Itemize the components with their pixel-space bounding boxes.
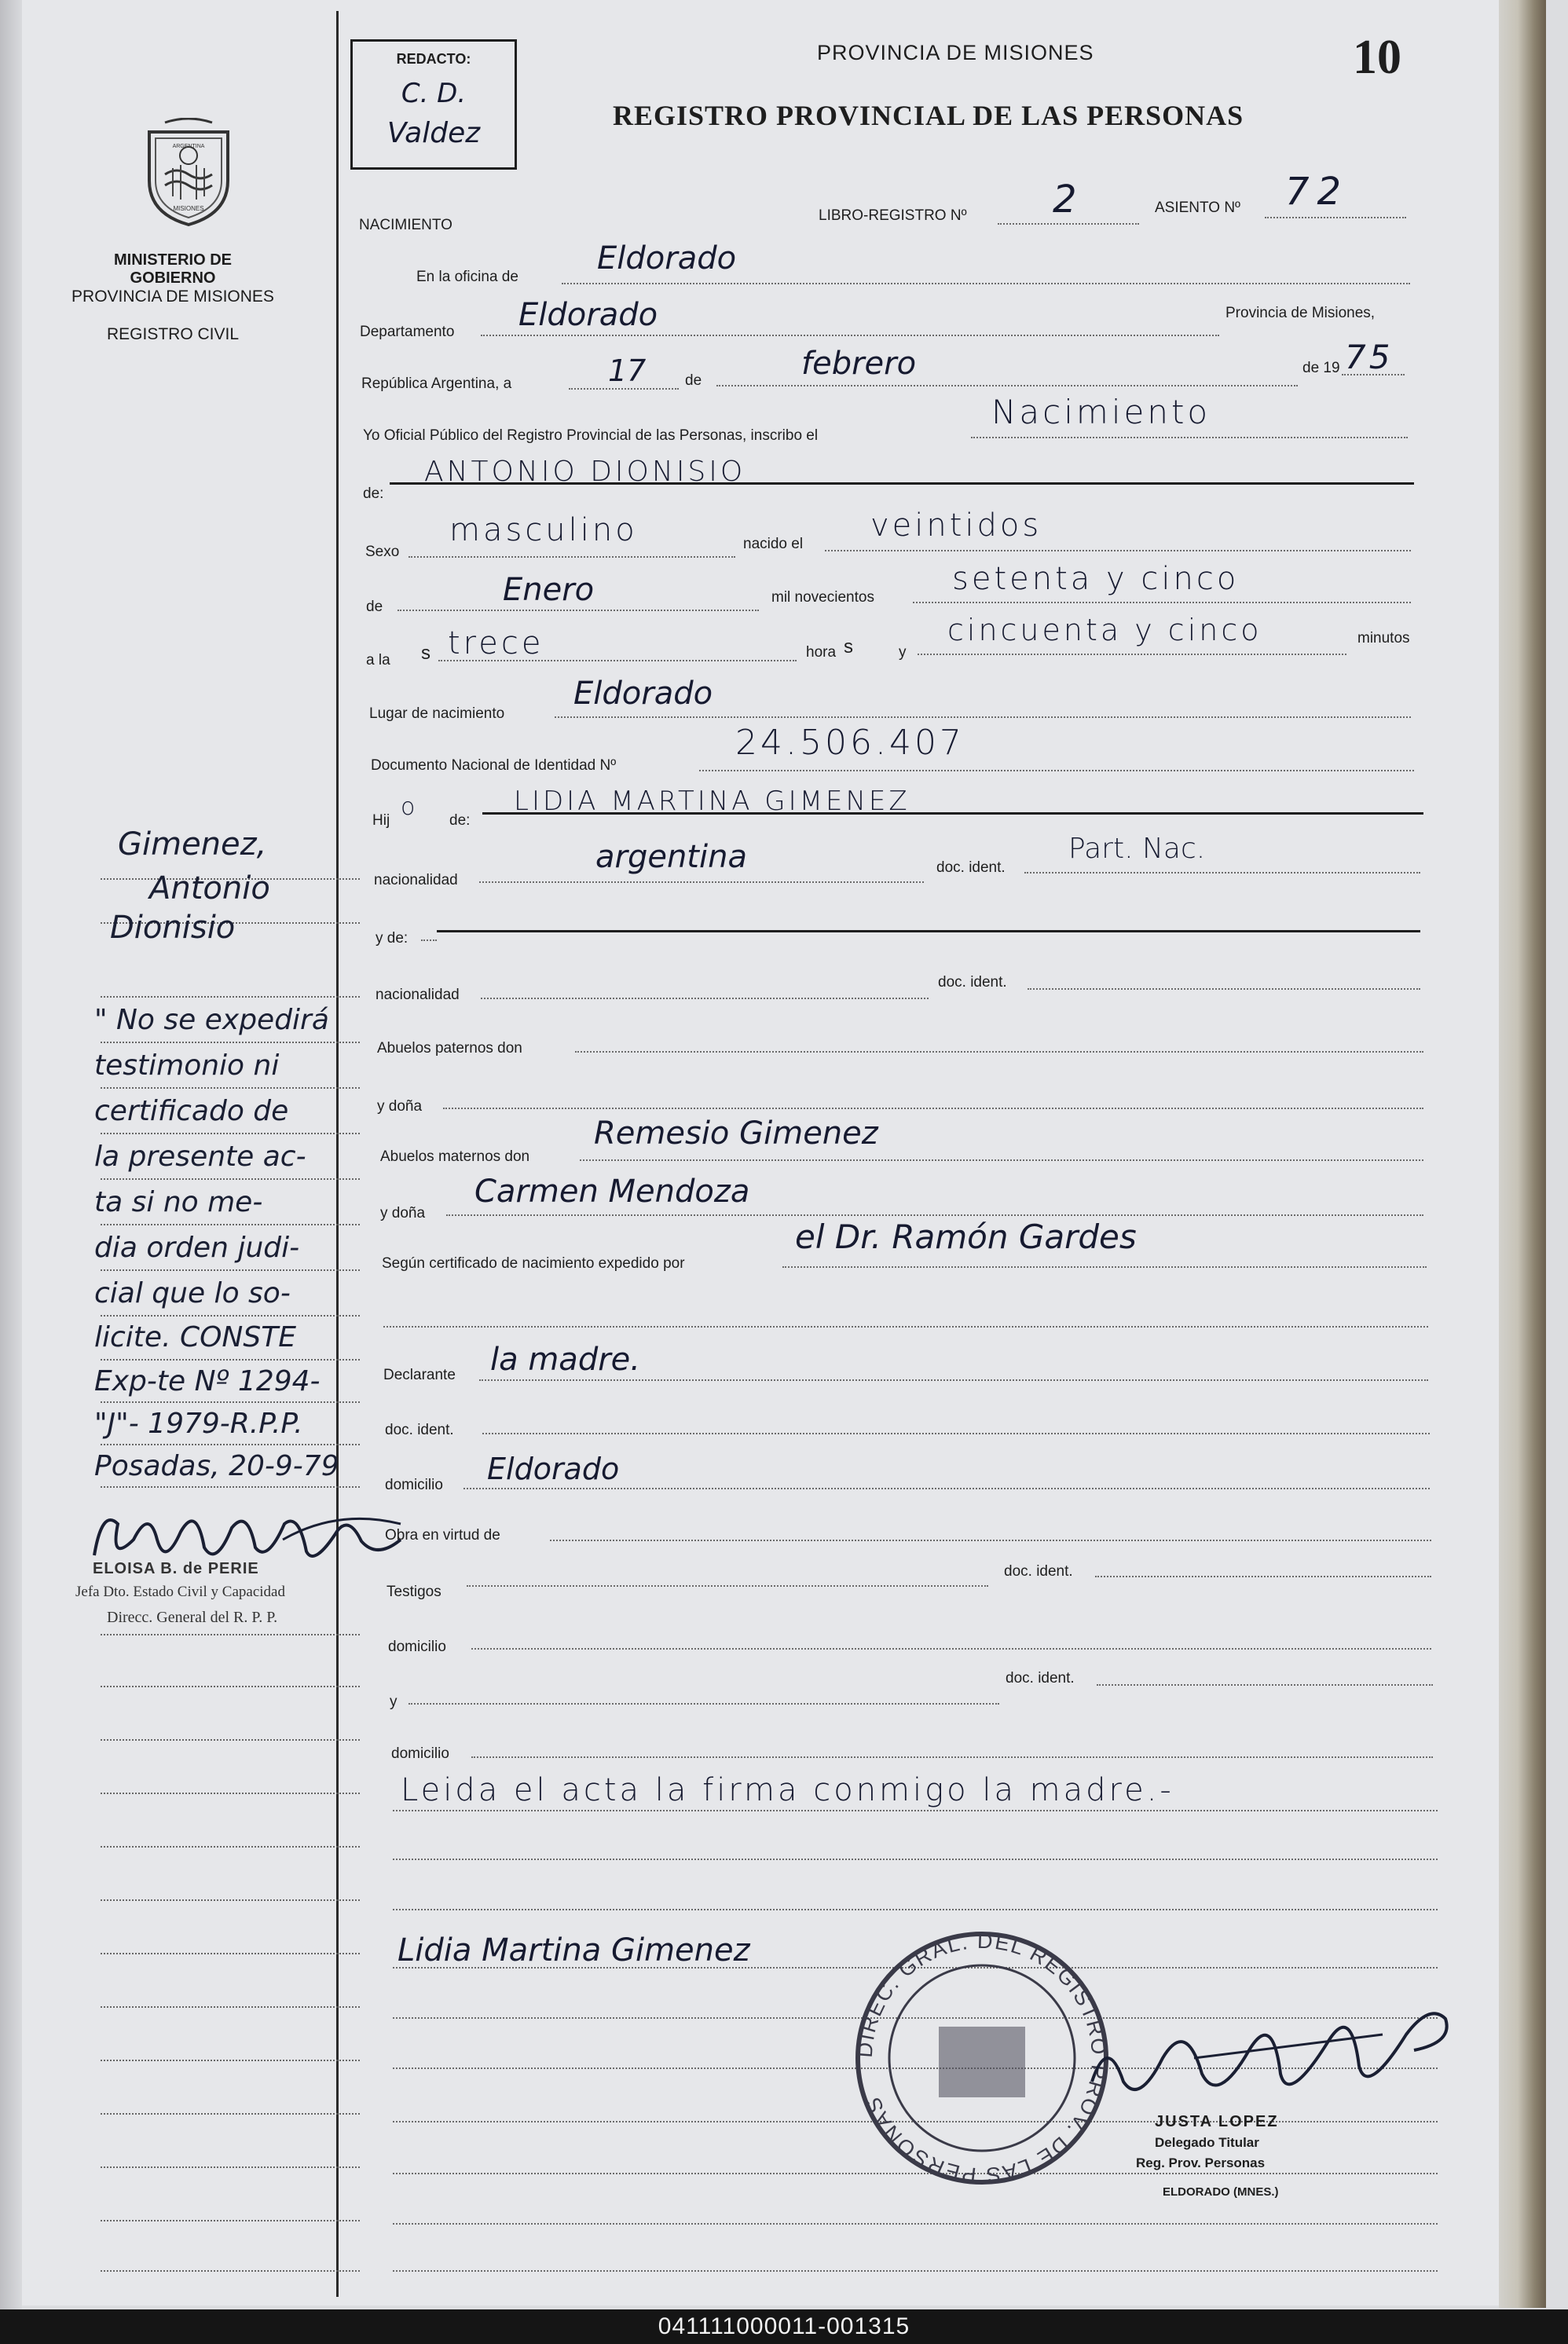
marginal-note-line: testimonio ni (94, 1049, 280, 1082)
marginal-note-line: dia orden judi- (94, 1232, 300, 1264)
closing-rule-line (393, 1859, 1438, 1860)
dni-label: Documento Nacional de Identidad Nº (371, 757, 617, 774)
marginal-note-line: licite. CONSTE (94, 1321, 296, 1353)
hora-y-label: y (899, 644, 907, 661)
marginal-note-line: certificado de (94, 1095, 289, 1127)
closing-rule-line (393, 2270, 1438, 2272)
left-rule-line (101, 2166, 360, 2168)
abuelo-materno-value: Remesio Gimenez (594, 1115, 878, 1152)
mes-line (716, 385, 1298, 386)
left-rule-line (101, 1087, 360, 1089)
mil-label: mil novecientos (771, 589, 874, 606)
certificado-line2 (383, 1326, 1428, 1328)
padre-dots (421, 939, 437, 941)
left-rule-line (101, 1315, 360, 1317)
record-type-label: NACIMIENTO (359, 217, 452, 233)
marginal-note-line: " No se expedirá (94, 1004, 329, 1036)
testigo2-line (408, 1703, 999, 1705)
left-rule-line (101, 1486, 360, 1488)
nacionalidad-line (479, 881, 924, 883)
nacido-line (825, 550, 1411, 551)
domicilio3-line (471, 1756, 1433, 1758)
minutos-line (918, 654, 1346, 655)
anio-label: de 19 (1302, 360, 1340, 376)
lugar-label: Lugar de nacimiento (369, 705, 505, 722)
sexo-line (408, 556, 735, 558)
hijo-label: Hij (372, 812, 390, 829)
left-rule-line (101, 996, 360, 998)
mes-de-label: de (685, 372, 702, 389)
domicilio-line (463, 1488, 1430, 1489)
page-number: 10 (1353, 31, 1401, 84)
left-rule-line (101, 1953, 360, 1954)
redacto-label: REDACTO: (396, 51, 471, 67)
certificado-line (782, 1266, 1427, 1268)
doc-ident2-label: doc. ident. (938, 974, 1007, 991)
domicilio3-label: domicilio (391, 1745, 449, 1762)
hora-suffix: s (844, 636, 853, 657)
obra-label: Obra en virtud de (385, 1527, 500, 1544)
redacto-initials: C. D. (401, 78, 467, 109)
left-stamp-role2: Direcc. General del R. P. P. (107, 1609, 278, 1626)
libro-value: 2 (1053, 178, 1077, 222)
inscripcion-line (971, 437, 1408, 438)
departamento-label: Departamento (360, 324, 455, 340)
asiento-line (1265, 217, 1406, 218)
y2-label: y (390, 1694, 397, 1710)
republica-label: República Argentina, a (361, 375, 512, 392)
anio-value: 75 (1345, 338, 1394, 376)
crest-text-bottom: MISIONES (173, 205, 204, 212)
nacionalidad2-label: nacionalidad (376, 987, 460, 1003)
y-de-label: y de: (376, 930, 408, 947)
dni-value: 24.506.407 (735, 723, 965, 763)
asiento-value: 72 (1285, 170, 1350, 214)
left-rule-line (101, 2270, 360, 2272)
dia-line (569, 388, 679, 390)
binding-spine (0, 0, 22, 2309)
domicilio-value: Eldorado (487, 1452, 620, 1486)
page-edge (1499, 0, 1546, 2308)
nacionalidad-label: nacionalidad (374, 872, 458, 888)
left-rule-line (101, 2006, 360, 2008)
madre-value: LIDIA MARTINA GIMENEZ (514, 786, 910, 817)
official-role2: Reg. Prov. Personas (1136, 2155, 1266, 2170)
nacido-anio-value: setenta y cinco (952, 561, 1240, 597)
marginal-surname: Gimenez, (118, 826, 267, 863)
left-rule-line (101, 1793, 360, 1794)
testigo1-doc-line (1095, 1576, 1431, 1577)
abuela-materna-value: Carmen Mendoza (474, 1174, 750, 1210)
provincial-crest-icon (141, 118, 236, 228)
declarante-value: la madre. (490, 1342, 640, 1378)
nacionalidad2-line (481, 998, 929, 999)
minutos-value: cincuenta y cinco (947, 613, 1262, 647)
testigo1-line (467, 1585, 988, 1587)
abuela-materna-label: y doña (380, 1205, 426, 1221)
crest-text-top: ARGENTINA (172, 144, 205, 149)
doc-madre-value: Part. Nac. (1068, 833, 1206, 865)
de-mes-label: de (366, 599, 383, 615)
oficina-value: Eldorado (597, 240, 737, 277)
mother-signature: Lidia Martina Gimenez (397, 1932, 750, 1969)
padre-line (437, 930, 1420, 932)
sexo-label: Sexo (365, 544, 400, 560)
inscripcion-value: Nacimiento (991, 393, 1211, 431)
official-role1: Delegado Titular (1155, 2135, 1259, 2150)
header-province: PROVINCIA DE MISIONES (817, 41, 1094, 64)
sexo-value: masculino (449, 512, 638, 548)
hora-value: trece (448, 625, 544, 661)
official-signature-icon (1076, 1987, 1469, 2113)
closing-rule-line (393, 1810, 1438, 1811)
redacto-box (350, 39, 517, 170)
left-stamp-name: ELOISA B. de PERIE (93, 1560, 259, 1577)
abuelo-materno-line (580, 1159, 1423, 1161)
abuelos-paternos-label: Abuelos paternos don (377, 1040, 522, 1057)
marginal-note-line: ta si no me- (94, 1186, 263, 1218)
ministry-title: MINISTERIO DE GOBIERNO (113, 251, 232, 287)
nacido-label: nacido el (743, 536, 804, 552)
domicilio-label: domicilio (385, 1477, 443, 1493)
official-seal-icon (852, 1925, 1112, 2192)
redacto-name: Valdez (387, 117, 481, 149)
testigo2-doc-label: doc. ident. (1006, 1670, 1075, 1687)
marginal-note-line: la presente ac- (94, 1141, 306, 1173)
marginal-middlename: Dionisio (110, 910, 236, 946)
left-rule-line (101, 1401, 360, 1403)
province-title: PROVINCIA DE MISIONES (71, 288, 274, 306)
abuela-paterna-label: y doña (377, 1098, 423, 1115)
departamento-line (481, 335, 1219, 336)
nacido-mes-value: Enero (503, 572, 595, 608)
nacionalidad-value: argentina (595, 839, 747, 875)
closing-text: Leida el acta la firma conmigo la madre.- (401, 1772, 1174, 1808)
doc-ident-line (1024, 872, 1420, 874)
hora-label: hora (806, 644, 837, 661)
hijo-suffix: o (401, 793, 416, 821)
marginal-firstname: Antonio (149, 870, 270, 906)
libro-label: LIBRO-REGISTRO Nº (819, 207, 967, 224)
mes-value: febrero (801, 346, 917, 382)
abuela-materna-line (446, 1214, 1423, 1216)
declarante-label: Declarante (383, 1367, 456, 1383)
nacido-dia-value: veintidos (870, 507, 1042, 544)
domicilio2-line (471, 1648, 1431, 1650)
marginal-note-line: Posadas, 20-9-79 (94, 1450, 339, 1482)
obra-line (550, 1540, 1431, 1541)
left-rule-line (101, 1634, 360, 1635)
abuela-paterna-line (443, 1108, 1423, 1109)
left-rule-line (101, 1269, 360, 1271)
oficina-label: En la oficina de (416, 269, 518, 285)
nacido-mes-line (397, 610, 759, 611)
left-rule-line (101, 1224, 360, 1225)
oficina-line (562, 283, 1410, 284)
official-name: JUSTA LOPEZ (1155, 2113, 1279, 2130)
left-rule-line (101, 1846, 360, 1848)
left-rule-line (101, 1042, 360, 1043)
declarante-doc-line (482, 1433, 1430, 1434)
left-rule-line (101, 1739, 360, 1741)
marginal-note-line: Exp-te Nº 1294- (94, 1365, 321, 1397)
asiento-label: ASIENTO Nº (1155, 200, 1240, 216)
left-rule-line (101, 1444, 360, 1445)
declarante-line (479, 1379, 1428, 1381)
left-rule-line (101, 1359, 360, 1361)
oficial-label: Yo Oficial Público del Registro Provincial de las Personas, inscribo el (363, 427, 819, 444)
testigo2-doc-line (1097, 1684, 1433, 1686)
declarante-doc-label: doc. ident. (385, 1422, 454, 1438)
left-rule-line (101, 2220, 360, 2221)
a-la-suffix: s (421, 643, 430, 664)
marginal-note-line: cial que lo so- (94, 1277, 291, 1309)
doc-ident-label: doc. ident. (936, 859, 1006, 876)
header-title: REGISTRO PROVINCIAL DE LAS PERSONAS (613, 100, 1244, 131)
dni-line (699, 770, 1414, 771)
closing-rule-line (393, 2223, 1438, 2225)
left-rule-line (101, 1686, 360, 1687)
domicilio2-label: domicilio (388, 1639, 446, 1655)
provincia-label: Provincia de Misiones, (1225, 305, 1376, 321)
hijo-de-label: de: (449, 812, 471, 829)
left-rule-line (101, 1899, 360, 1901)
a-la-label: a la (366, 652, 390, 668)
left-rule-line (101, 1133, 360, 1134)
lugar-value: Eldorado (573, 676, 713, 712)
abuelos-maternos-label: Abuelos maternos don (380, 1148, 530, 1165)
footer-code: 041111000011-001315 (0, 2309, 1568, 2344)
nombre-value: ANTONIO DIONISIO (424, 456, 746, 488)
de-nombre-label: de: (363, 485, 384, 502)
dia-value: 17 (608, 353, 647, 388)
marginal-note-line: "J"- 1979-R.P.P. (94, 1408, 303, 1440)
left-stamp-role1: Jefa Dto. Estado Civil y Capacidad (75, 1584, 285, 1600)
certificado-value: el Dr. Ramón Gardes (795, 1218, 1137, 1256)
libro-line (998, 223, 1139, 225)
closing-rule-line (393, 1909, 1438, 1910)
left-rule-line (101, 1178, 360, 1180)
minutos-label: minutos (1357, 630, 1410, 646)
left-rule-line (101, 2060, 360, 2061)
testigo1-doc-label: doc. ident. (1004, 1563, 1073, 1580)
lugar-line (555, 716, 1411, 718)
registry-title: REGISTRO CIVIL (106, 325, 240, 343)
departamento-value: Eldorado (518, 297, 658, 333)
left-rule-line (101, 2113, 360, 2115)
testigos-label: Testigos (387, 1584, 441, 1600)
nacido-anio-line (913, 602, 1411, 603)
doc-ident2-line (1028, 988, 1420, 990)
seal-text: DIREC. GRAL. DEL REGISTRO PROV. DE LAS PERSONAS (852, 1928, 1112, 2188)
official-place: ELDORADO (MNES.) (1163, 2185, 1279, 2199)
certificado-label: Según certificado de nacimiento expedido por (382, 1255, 685, 1272)
abuelo-paterno-line (575, 1051, 1423, 1053)
